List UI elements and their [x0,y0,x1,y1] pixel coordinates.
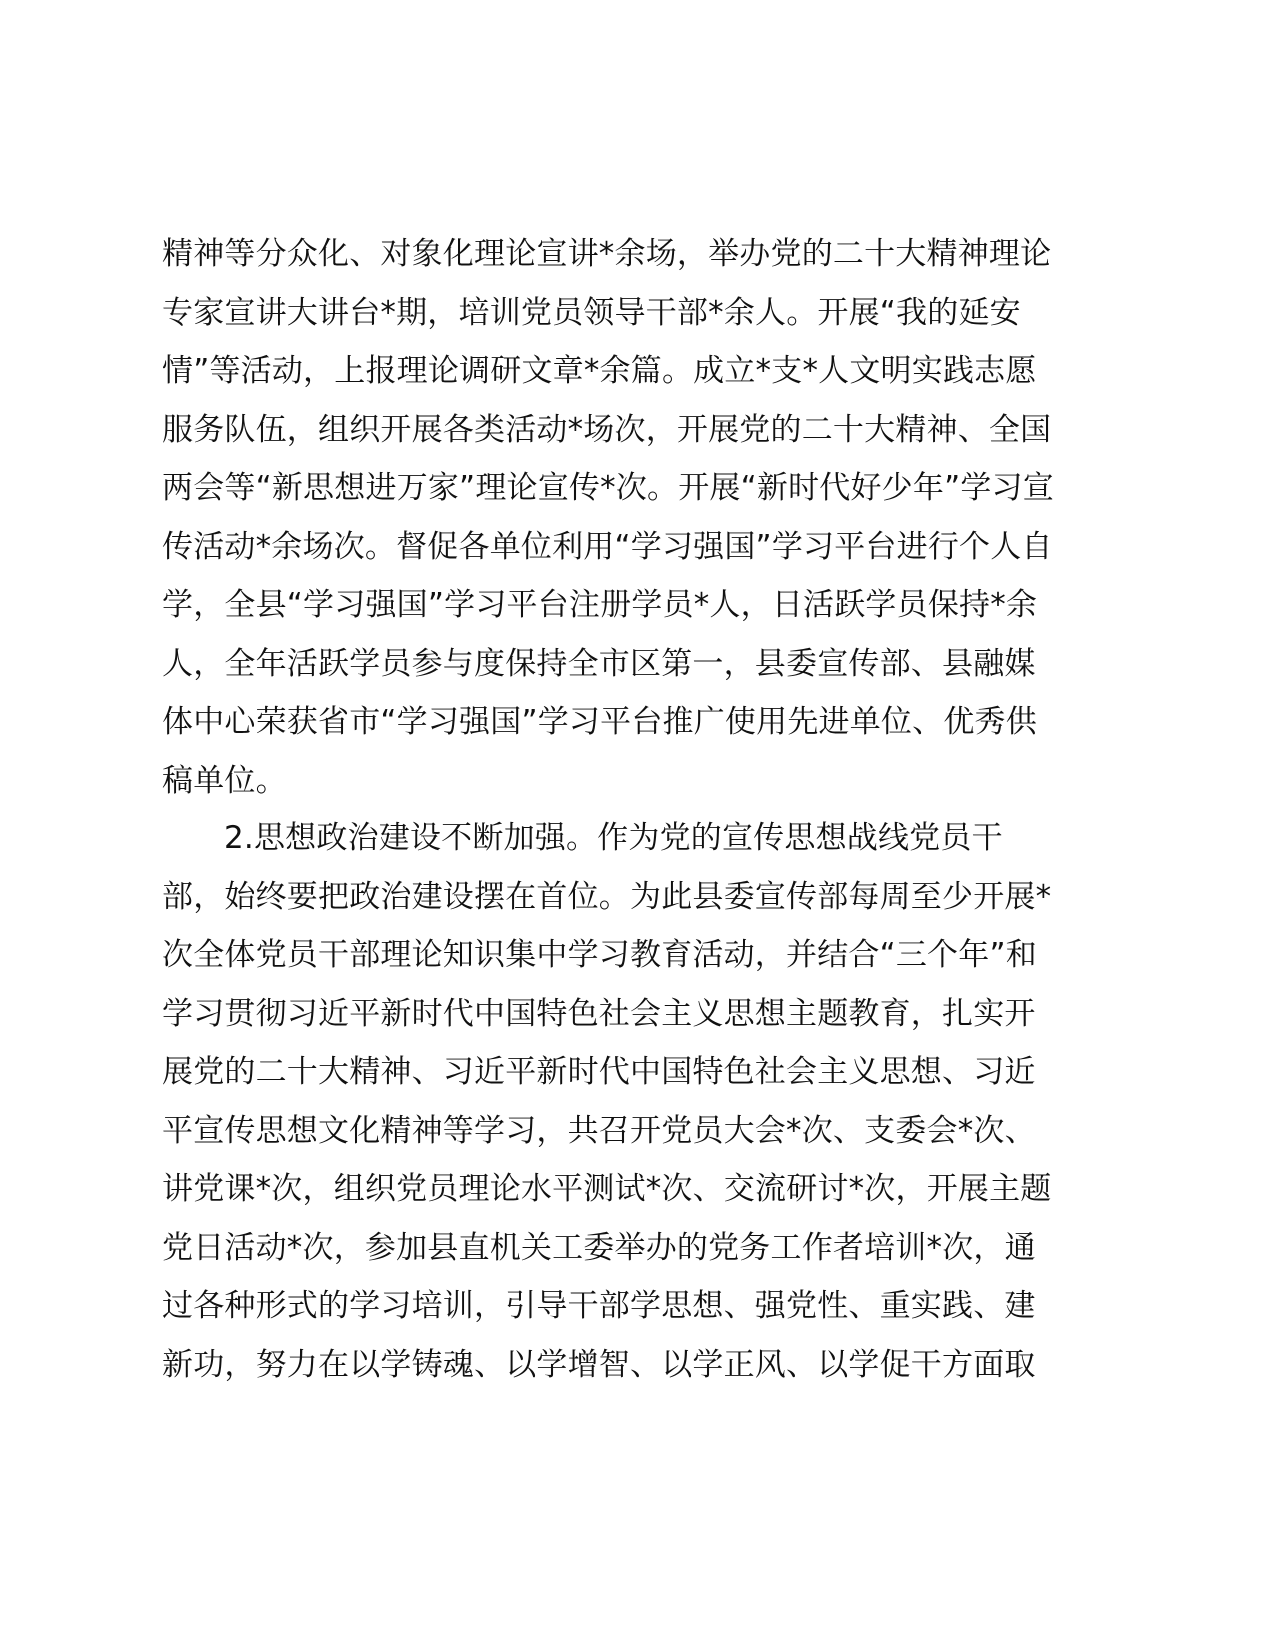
text-line: 专家宣讲大讲台*期，培训党员领导干部*余人。开展“我的延安 [162,294,1021,331]
text-line: 人，全年活跃学员参与度保持全市区第一，县委宣传部、县融媒 [162,645,1036,682]
text-line: 体中心荣获省市“学习强国”学习平台推广使用先进单位、优秀供 [162,704,1037,740]
text-line: 部，始终要把政治建设摆在首位。为此县委宣传部每周至少开展* [162,878,1052,915]
text-line: 新功，努力在以学铸魂、以学增智、以学正风、以学促干方面取 [162,1346,1036,1383]
paragraph-2 [162,809,1112,1394]
text-line: 讲党课*次，组织党员理论水平测试*次、交流研讨*次，开展主题 [162,1171,1052,1207]
text-line: 稿单位。 [162,762,287,799]
text-line: 党日活动*次，参加县直机关工委举办的党务工作者培训*次，通 [162,1229,1036,1266]
text-line: 两会等“新思想进万家”理论宣传*次。开展“新时代好少年”学习宣 [162,470,1054,506]
text-line: 次全体党员干部理论知识集中学习教育活动，并结合“三个年”和 [162,937,1037,973]
text-line: 展党的二十大精神、习近平新时代中国特色社会主义思想、习近 [162,1054,1036,1090]
text-line: 平宣传思想文化精神等学习，共召开党员大会*次、支委会*次、 [162,1112,1036,1149]
text-line: 学，全县“学习强国”学习平台注册学员*人，日活跃学员保持*余 [162,587,1038,623]
text-line: 情”等活动，上报理论调研文章*余篇。成立*支*人文明实践志愿 [162,353,1037,389]
text-line: 学习贯彻习近平新时代中国特色社会主义思想主题教育，扎实开 [162,995,1036,1032]
paragraph-1 [162,225,1112,810]
text-line: 精神等分众化、对象化理论宣讲*余场，举办党的二十大精神理论 [162,236,1052,272]
text-line: 过各种形式的学习培训，引导干部学思想、强党性、重实践、建 [162,1288,1036,1324]
text-line: 传活动*余场次。督促各单位利用“学习强国”学习平台进行个人自 [162,528,1053,565]
paragraph-heading-line: 2.思想政治建设不断加强。作为党的宣传思想战线党员干 [224,820,1003,856]
text-line: 服务队伍，组织开展各类活动*场次，开展党的二十大精神、全国 [162,411,1052,448]
